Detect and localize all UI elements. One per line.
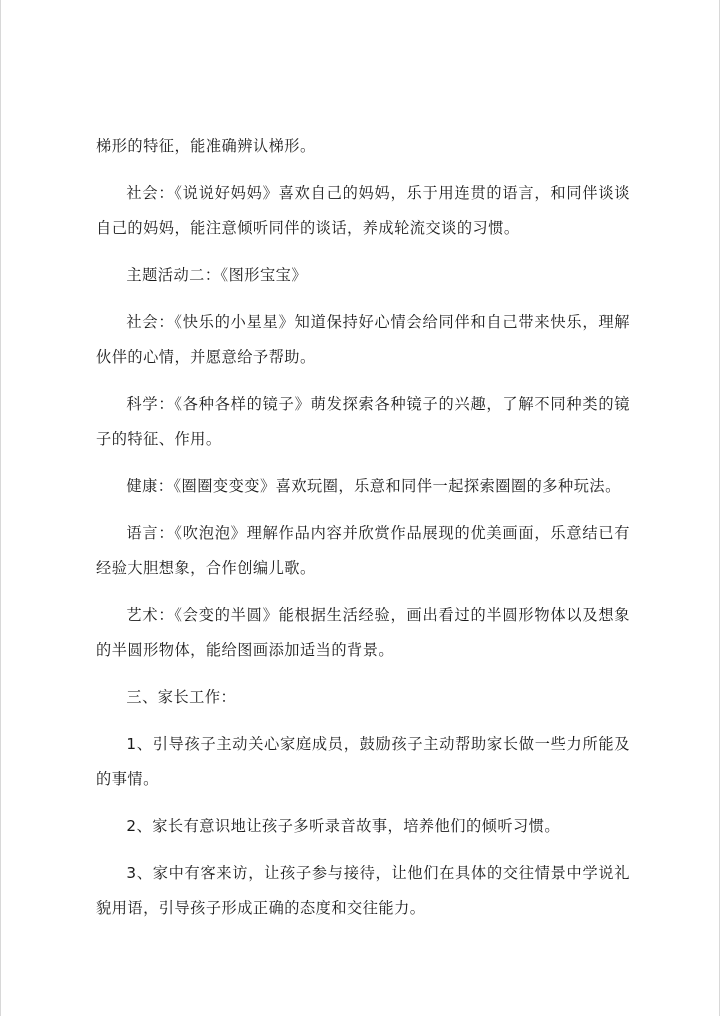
list-item-3: 3、家中有客来访，让孩子参与接待，让他们在具体的交往情景中学说礼貌用语，引导孩子形成正确的态度和交往能力。 [96, 864, 630, 917]
paragraph-8: 艺术：《会变的半圆》能根据生活经验，画出看过的半圆形物体以及想象的半圆形物体，能给图画添加适当的背景。 [96, 606, 630, 659]
paragraph-7: 语言：《吹泡泡》理解作品内容并欣赏作品展现的优美画面，乐意结已有经验大胆想象，合作创编儿歌。 [96, 524, 630, 577]
paragraph-5: 科学：《各种各样的镜子》萌发探索各种镜子的兴趣，了解不同种类的镜子的特征、作用。 [96, 395, 630, 448]
list-item-1: 1、引导孩子主动关心家庭成员，鼓励孩子主动帮助家长做一些力所能及的事情。 [96, 735, 630, 788]
list-item-2: 2、家长有意识地让孩子多听录音故事，培养他们的倾听习惯。 [126, 817, 561, 835]
document-body [96, 129, 630, 938]
section-heading-theme-2: 主题活动二：《图形宝宝》 [126, 266, 308, 284]
section-heading-parents-work: 三、家长工作： [126, 688, 237, 706]
paragraph-4: 社会：《快乐的小星星》知道保持好心情会给同伴和自己带来快乐，理解伙伴的心情，并愿意给予帮助。 [96, 313, 630, 366]
paragraph-6: 健康：《圈圈变变变》喜欢玩圈，乐意和同伴一起探索圈圈的多种玩法。 [126, 477, 621, 495]
paragraph-1: 梯形的特征，能准确辨认梯形。 [96, 137, 316, 155]
paragraph-2: 社会：《说说好妈妈》喜欢自己的妈妈，乐于用连贯的语言，和同伴谈谈自己的妈妈，能注意倾听同伴的谈话，养成轮流交谈的习惯。 [96, 184, 630, 237]
